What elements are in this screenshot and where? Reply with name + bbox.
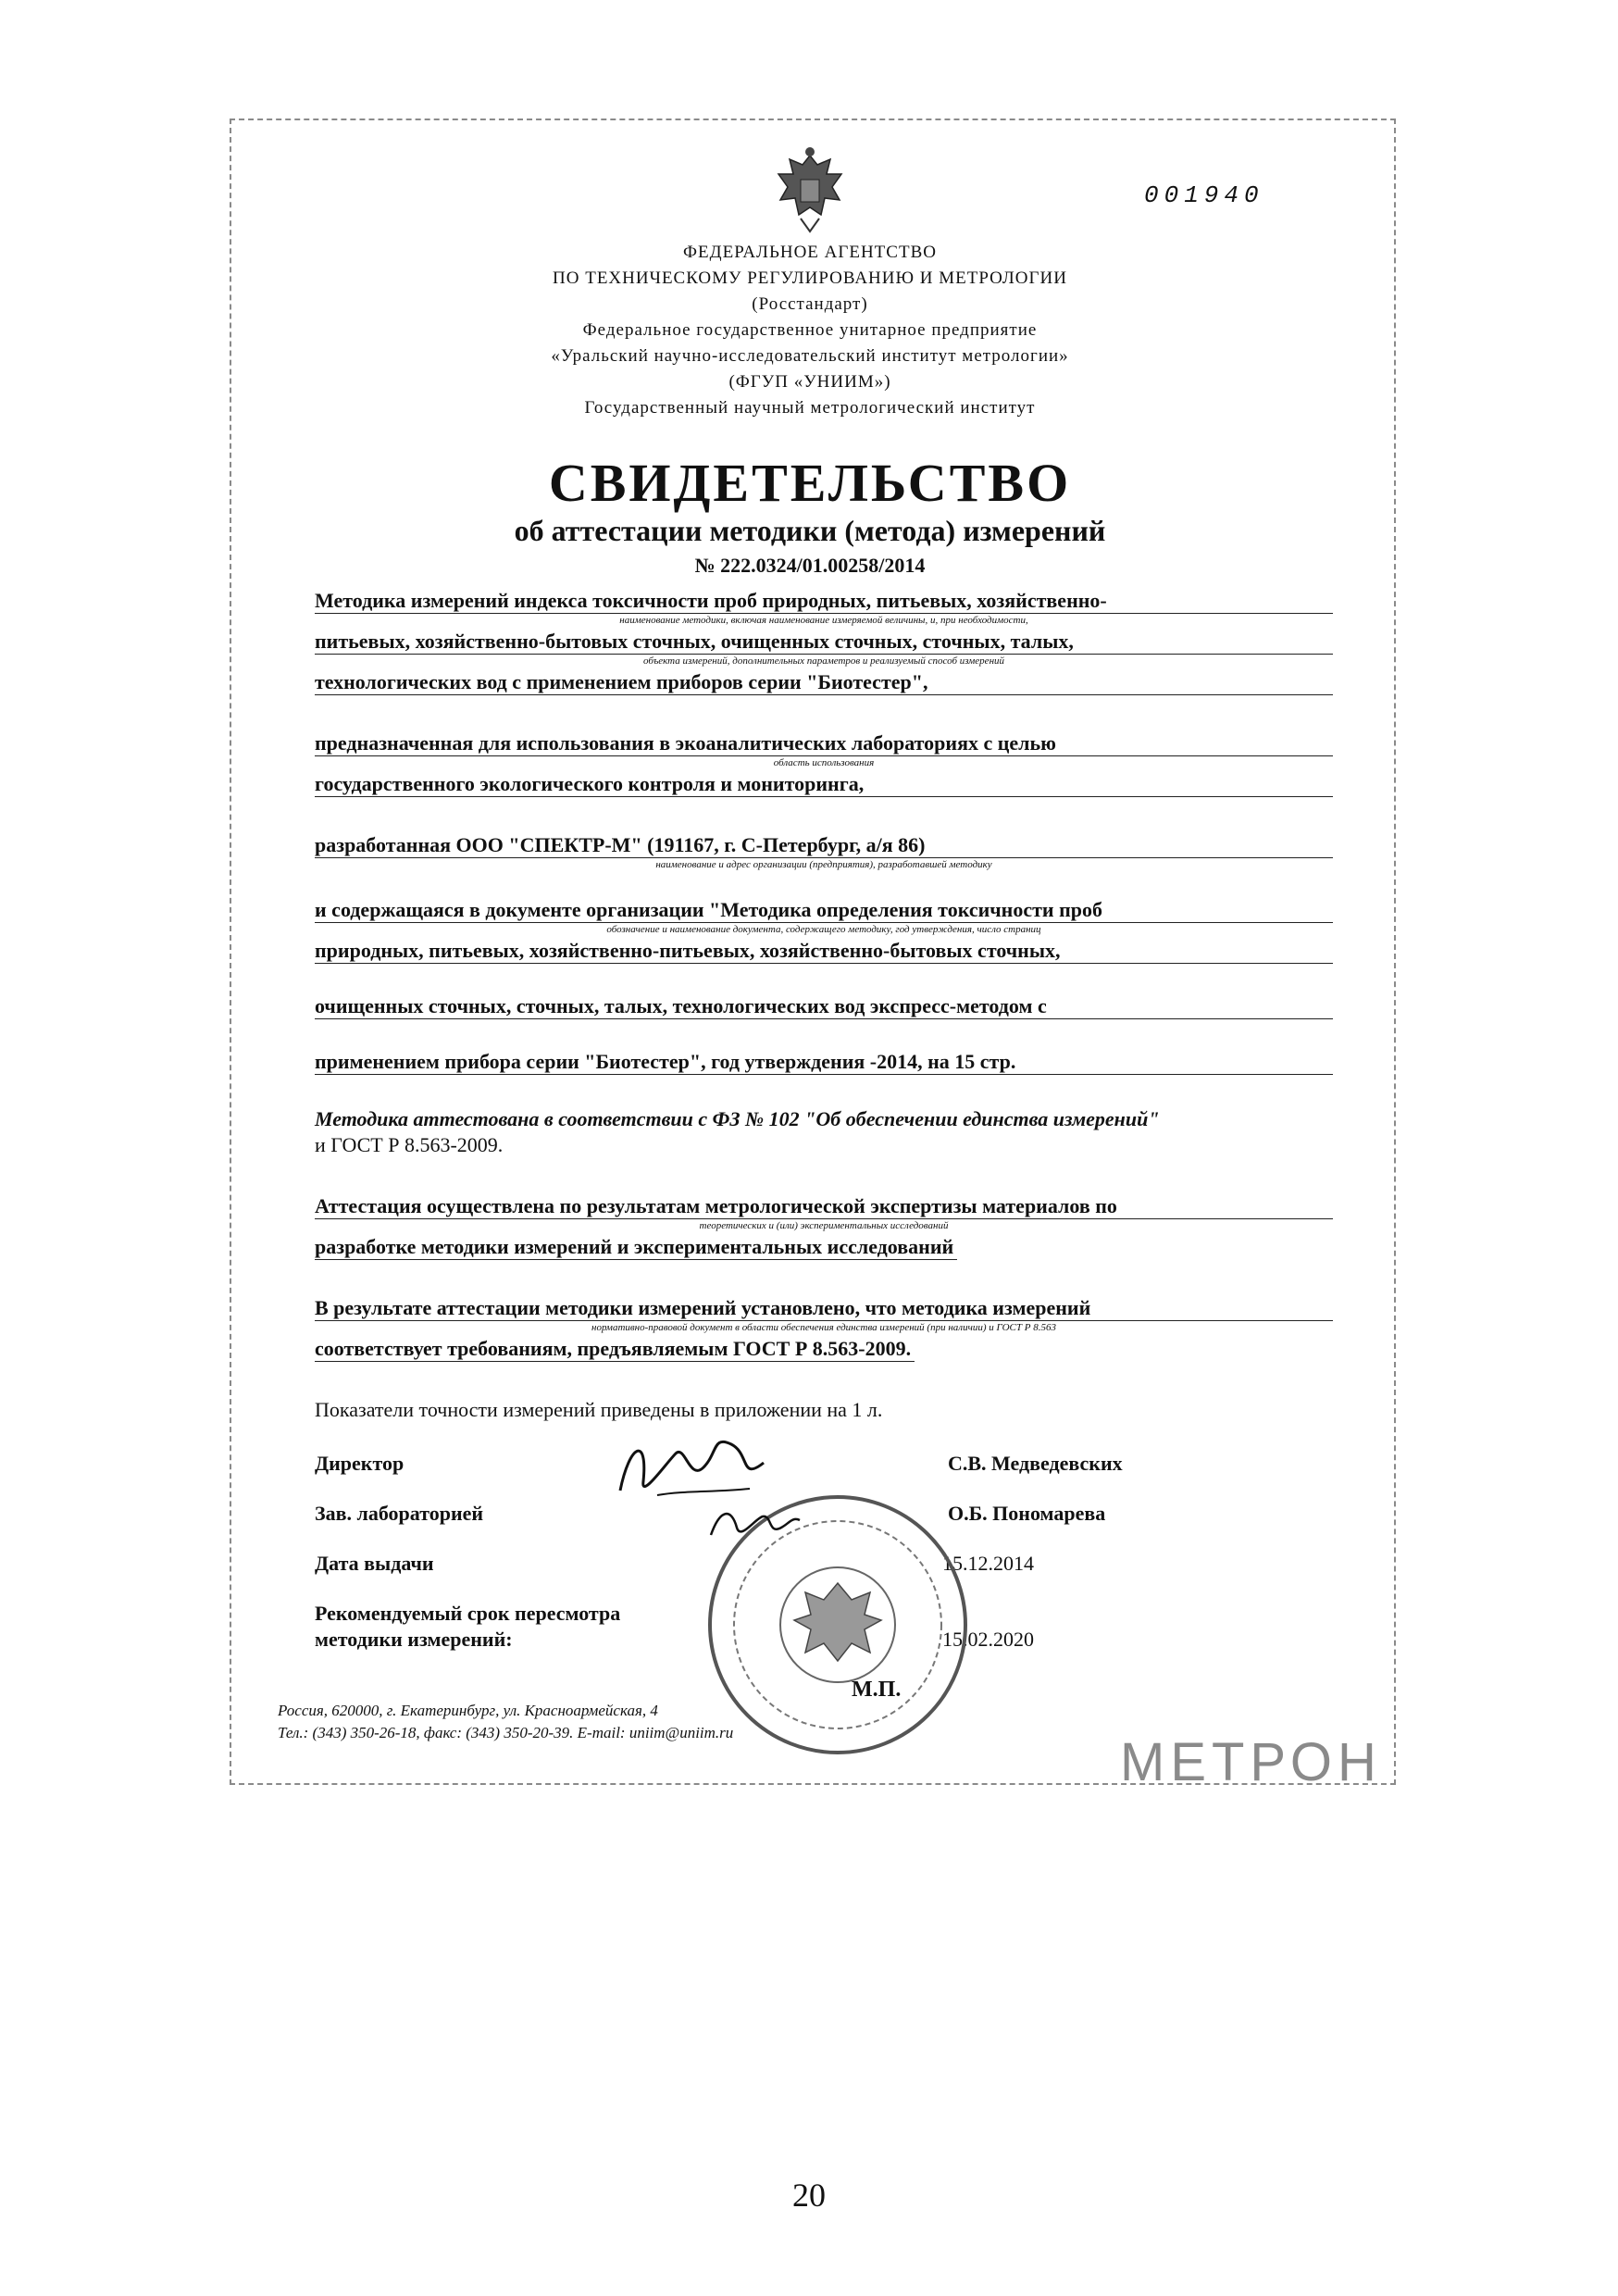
agency-line-1: ФЕДЕРАЛЬНОЕ АГЕНТСТВО (683, 243, 937, 262)
agency-line-4: Федеральное государственное унитарное предприятие (582, 320, 1038, 340)
agency-line-6: (ФГУП «УНИИМ») (728, 372, 891, 392)
result-line-1: В результате аттестации методики измерений установлено, что методика измерений (315, 1296, 1333, 1321)
document-line-1: и содержащаяся в документе организации "Методика определения токсичности проб (315, 898, 1333, 923)
issue-date: 15.12.2014 (942, 1552, 1034, 1575)
accuracy-note: Показатели точности измерений приведены в приложении на 1 л. (315, 1398, 883, 1421)
purpose-line-1: предназначенная для использования в экоаналитических лабораториях с целью (315, 731, 1333, 756)
agency-line-3: (Росстандарт) (752, 294, 868, 314)
method-line-3: технологических вод с применением приборов серии "Биотестер", (315, 670, 1333, 695)
method-hint-2: объекта измерений, дополнительных параметров и реализуемый способ измерений (642, 655, 1005, 667)
certificate-number: № 222.0324/01.00258/2014 (694, 554, 926, 577)
page-number: 20 (792, 2177, 826, 2214)
developer-line: разработанная ООО "СПЕКТР-М" (191167, г. С-Петербург, а/я 86) (315, 833, 1333, 858)
document-line-4: применением прибора серии "Биотестер", год утверждения -2014, на 15 стр. (315, 1050, 1333, 1075)
method-hint-1: наименование методики, включая наименование измеряемой величины, и, при необходимости, (619, 615, 1028, 626)
agency-line-7: Государственный научный метрологический институт (584, 398, 1036, 418)
metron-logo: МЕТРОН (1120, 1732, 1382, 1792)
document-line-3: очищенных сточных, сточных, талых, технологических вод экспресс-методом с (315, 994, 1333, 1019)
review-label-2: методики измерений: (315, 1628, 513, 1651)
lab-head-signature-icon (703, 1500, 805, 1546)
attested-line-1: Методика аттестована в соответствии с ФЗ № 102 "Об обеспечении единства измерений" (315, 1107, 1160, 1130)
lab-head-name: О.Б. Пономарева (948, 1502, 1106, 1525)
director-label: Директор (315, 1452, 404, 1475)
document-hint: обозначение и наименование документа, содержащего методику, год утверждения, число страниц (606, 924, 1041, 935)
review-label-1: Рекомендуемый срок пересмотра (315, 1602, 621, 1625)
lab-head-label: Зав. лабораторией (315, 1502, 484, 1525)
method-line-2: питьевых, хозяйственно-бытовых сточных, очищенных сточных, сточных, талых, (315, 630, 1333, 655)
purpose-hint: область использования (773, 757, 875, 768)
basis-hint: теоретических и (или) экспериментальных исследований (699, 1220, 949, 1231)
director-name: С.В. Медведевских (948, 1452, 1123, 1475)
seal-label: М.П. (852, 1678, 902, 1702)
footer-address: Россия, 620000, г. Екатеринбург, ул. Красноармейская, 4 (278, 1702, 658, 1719)
result-line-2: соответствует требованиям, предъявляемым ГОСТ Р 8.563-2009. (315, 1337, 915, 1362)
footer-contacts: Тел.: (343) 350-26-18, факс: (343) 350-20-39. E-mail: uniim@uniim.ru (278, 1724, 734, 1741)
issue-date-label: Дата выдачи (315, 1552, 434, 1575)
basis-line-2: разработке методики измерений и экспериментальных исследований (315, 1235, 957, 1260)
agency-line-2: ПО ТЕХНИЧЕСКОМУ РЕГУЛИРОВАНИЮ И МЕТРОЛОГИИ (553, 268, 1067, 288)
purpose-line-2: государственного экологического контроля и мониторинга, (315, 772, 1333, 797)
certificate-subtitle: об аттестации методики (метода) измерений (514, 514, 1106, 547)
method-line-1: Методика измерений индекса токсичности проб природных, питьевых, хозяйственно- (315, 589, 1333, 614)
review-date: 15.02.2020 (942, 1628, 1034, 1651)
document-line-2: природных, питьевых, хозяйственно-питьевых, хозяйственно-бытовых сточных, (315, 939, 1333, 964)
attested-line-2: и ГОСТ Р 8.563-2009. (315, 1133, 504, 1156)
certificate-title: СВИДЕТЕЛЬСТВО (548, 453, 1072, 513)
basis-line-1: Аттестация осуществлена по результатам метрологической экспертизы материалов по (315, 1194, 1333, 1219)
developer-hint: наименование и адрес организации (предприятия), разработавшей методику (655, 859, 992, 870)
result-hint: нормативно-правовой документ в области обеспечения единства измерений (при наличии) и ГОСТ Р 8.563 (591, 1322, 1056, 1333)
agency-line-5: «Уральский научно-исследовательский институт метрологии» (551, 346, 1069, 366)
serial-number: 001940 (1144, 181, 1264, 209)
double-headed-eagle-emblem-icon (773, 146, 847, 235)
